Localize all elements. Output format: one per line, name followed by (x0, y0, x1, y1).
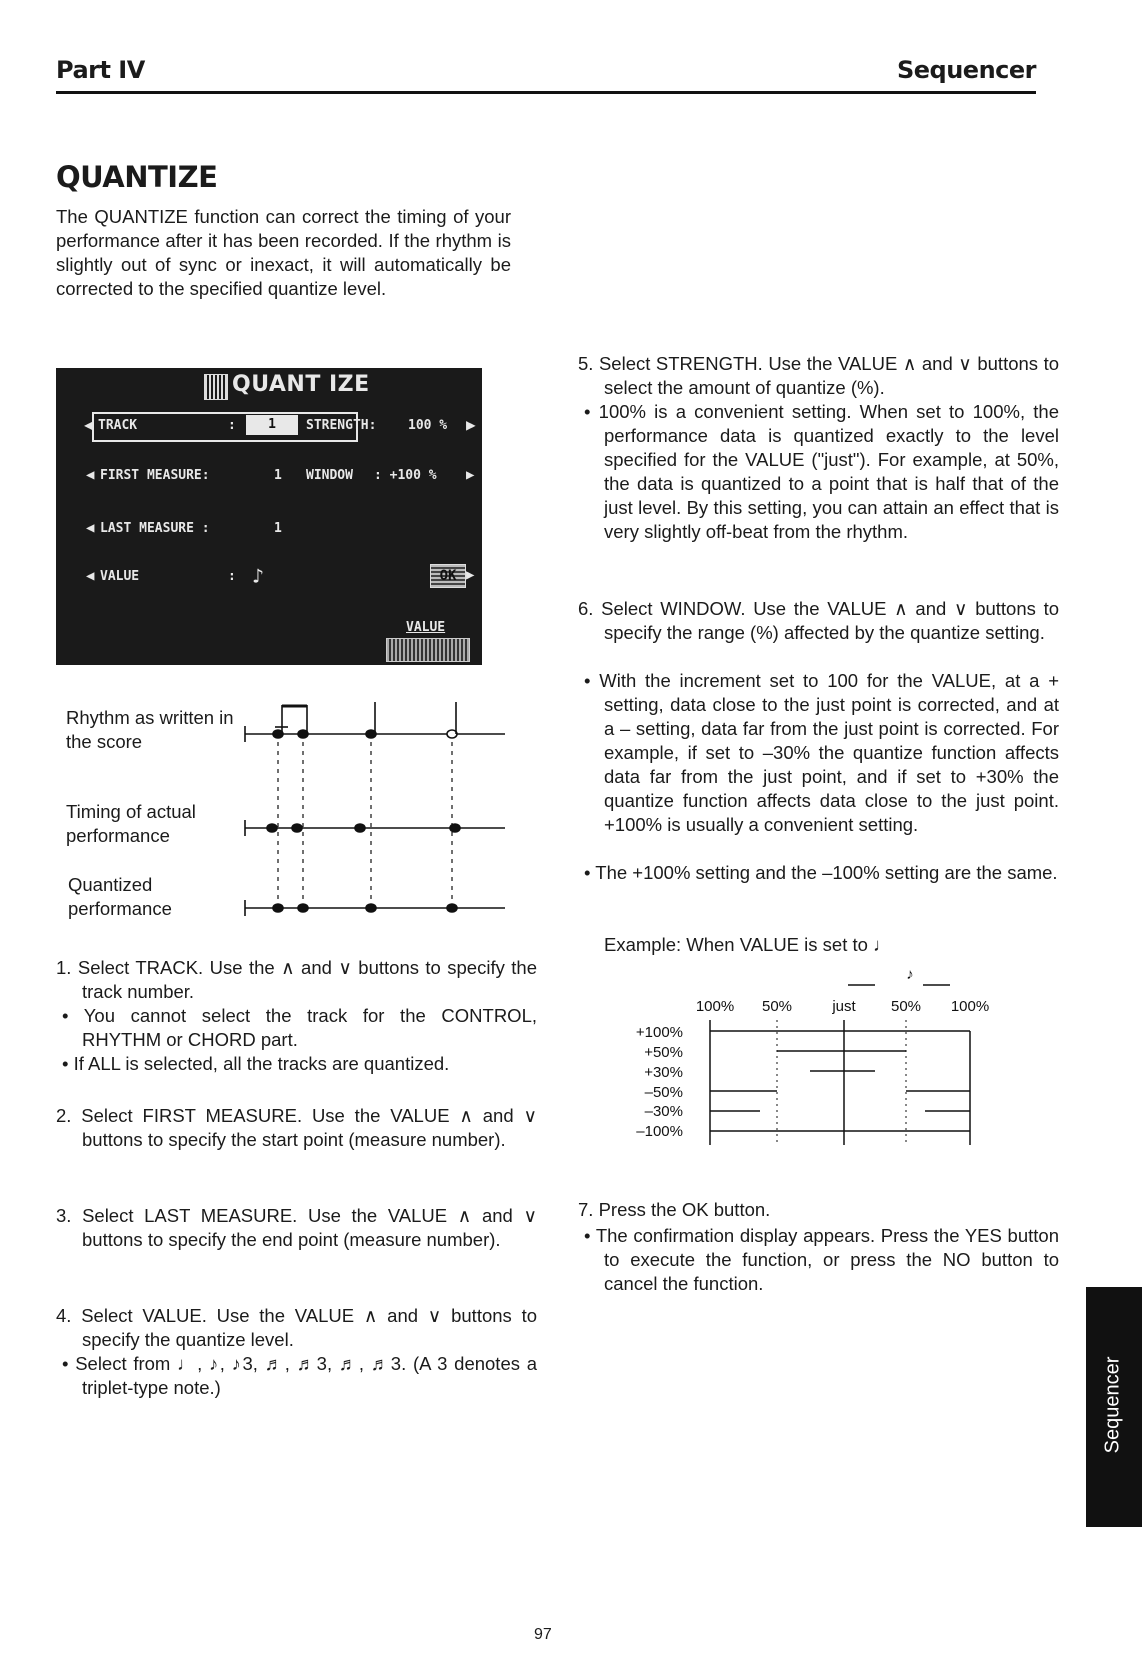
ok-right-arrow-icon[interactable]: ▶ (466, 567, 475, 583)
value-label: VALUE (100, 569, 140, 584)
step-5: 5. Select STRENGTH. Use the VALUE ∧ and ∨ buttons to select the amount of quantize (%). (578, 353, 1059, 398)
track-value[interactable]: 1 (246, 415, 298, 435)
last-measure-left-arrow-icon[interactable]: ◀ (86, 520, 95, 536)
step-4: 4. Select VALUE. Use the VALUE ∧ and ∨ buttons to specify the quantize level. (56, 1305, 537, 1350)
value-footer-label: VALUE (406, 620, 446, 635)
ok-button[interactable]: OK (430, 564, 466, 588)
rhythm-quantized-label: Quantized performance (68, 874, 172, 919)
track-separator: : (228, 418, 236, 433)
first-measure-left-arrow-icon[interactable]: ◀ (86, 467, 95, 483)
value-separator: : (228, 569, 236, 584)
quantize-lcd-screen (56, 368, 482, 665)
side-tab-label: Sequencer (1101, 1356, 1124, 1454)
chart-col-1: 50% (761, 998, 793, 1015)
chart-row-3: –50% (644, 1084, 683, 1101)
step-2: 2. Select FIRST MEASURE. Use the VALUE ∧ and ∨ buttons to specify the start point (measure number). (56, 1105, 537, 1150)
value-knob-icon[interactable] (386, 638, 470, 662)
step-3: 3. Select LAST MEASURE. Use the VALUE ∧ and ∨ buttons to specify the end point (measure number). (56, 1205, 537, 1250)
step-4-note: • Select from ♩, ♪, ♪3, ♬, ♬3, ♬, ♬3. (A 3 denotes a triplet-type note.) (62, 1353, 537, 1398)
lcd-title: QUANT IZE (232, 372, 370, 397)
track-left-arrow-icon[interactable]: ◀ (84, 415, 94, 434)
chart-col-4: 100% (950, 998, 990, 1015)
rhythm-diagram (235, 700, 510, 925)
page-number: 97 (534, 1626, 552, 1643)
window-example-chart (620, 965, 1005, 1150)
quantize-icon (204, 374, 228, 400)
window-value: : +100 % (374, 468, 437, 483)
value-note-icon: ♪ (252, 564, 265, 588)
rhythm-actual-label: Timing of actual performance (66, 801, 196, 846)
chart-row-0: +100% (635, 1024, 683, 1041)
chart-row-2: +30% (644, 1064, 683, 1081)
track-label: TRACK (98, 418, 138, 433)
strength-right-arrow-icon[interactable]: ▶ (466, 415, 476, 434)
section-title: QUANTIZE (56, 160, 218, 194)
step-5-note: • 100% is a convenient setting. When set to 100%, the performance data is quantized exactly to the level specified for the VALUE ("just"). For example, at 50%, the data is quantized to a point that is half that of the just level. By this setting, you can attain an effect that is very slightly off-beat from the rhythm. (584, 401, 1059, 542)
step-7-note: • The confirmation display appears. Press the YES button to execute the function, or press the NO button to cancel the function. (584, 1225, 1059, 1294)
actual-note-2 (292, 824, 302, 832)
step-1-note-b: • If ALL is selected, all the tracks are quantized. (62, 1053, 450, 1074)
chart-col-3: 50% (890, 998, 922, 1015)
header-part: Part IV (56, 56, 145, 84)
step-6-note-a: • With the increment set to 100 for the VALUE, at a + setting, data close to the just point is corrected, and at a – setting, data far from the just point is corrected. For example, if set to –30% the quantize function affects data far from the just point, and if set to +30% the quantize function affects data close to the just point. +100% is usually a convenient setting. (584, 670, 1059, 835)
quantized-note-4 (447, 904, 457, 912)
example-label: Example: When VALUE is set to ♩ (604, 934, 892, 955)
strength-label: STRENGTH: (306, 418, 377, 433)
chart-top-note: ♪ (906, 966, 914, 983)
chart-col-2: just (832, 998, 856, 1015)
step-1-note-a: • You cannot select the track for the CONTROL, RHYTHM or CHORD part. (62, 1005, 537, 1050)
window-right-arrow-icon[interactable]: ▶ (466, 467, 475, 483)
step-6-note-b: • The +100% setting and the –100% setting are the same. (584, 862, 1058, 883)
rhythm-written-label: Rhythm as written in the score (66, 707, 234, 752)
header-rule (56, 91, 1036, 94)
actual-note-1 (267, 824, 277, 832)
first-measure-label: FIRST MEASURE: (100, 468, 210, 483)
actual-note-3 (355, 824, 365, 832)
quantized-note-3 (366, 904, 376, 912)
window-label: WINDOW (306, 468, 353, 483)
chart-row-1: +50% (644, 1044, 683, 1061)
last-measure-label: LAST MEASURE : (100, 521, 210, 536)
header-section: Sequencer (896, 56, 1036, 84)
last-measure-value: 1 (274, 521, 282, 536)
intro-paragraph: The QUANTIZE function can correct the timing of your performance after it has been recorded. If the rhythm is slightly out of sync or inexact, it will automatically be corrected to the specified quantize level. (56, 206, 511, 299)
value-left-arrow-icon[interactable]: ◀ (86, 568, 95, 584)
step-6: 6. Select WINDOW. Use the VALUE ∧ and ∨ buttons to specify the range (%) affected by the quantize setting. (578, 598, 1059, 643)
chart-row-4: –30% (644, 1103, 683, 1120)
first-measure-value: 1 (274, 468, 282, 483)
step-1: 1. Select TRACK. Use the ∧ and ∨ buttons to specify the track number. (56, 957, 537, 1002)
quantized-note-1 (273, 904, 283, 912)
quantized-note-2 (298, 904, 308, 912)
strength-value: 100 % (408, 418, 448, 433)
chart-col-0: 100% (695, 998, 735, 1015)
chart-row-5: –100% (636, 1123, 683, 1140)
step-7: 7. Press the OK button. (578, 1199, 771, 1220)
